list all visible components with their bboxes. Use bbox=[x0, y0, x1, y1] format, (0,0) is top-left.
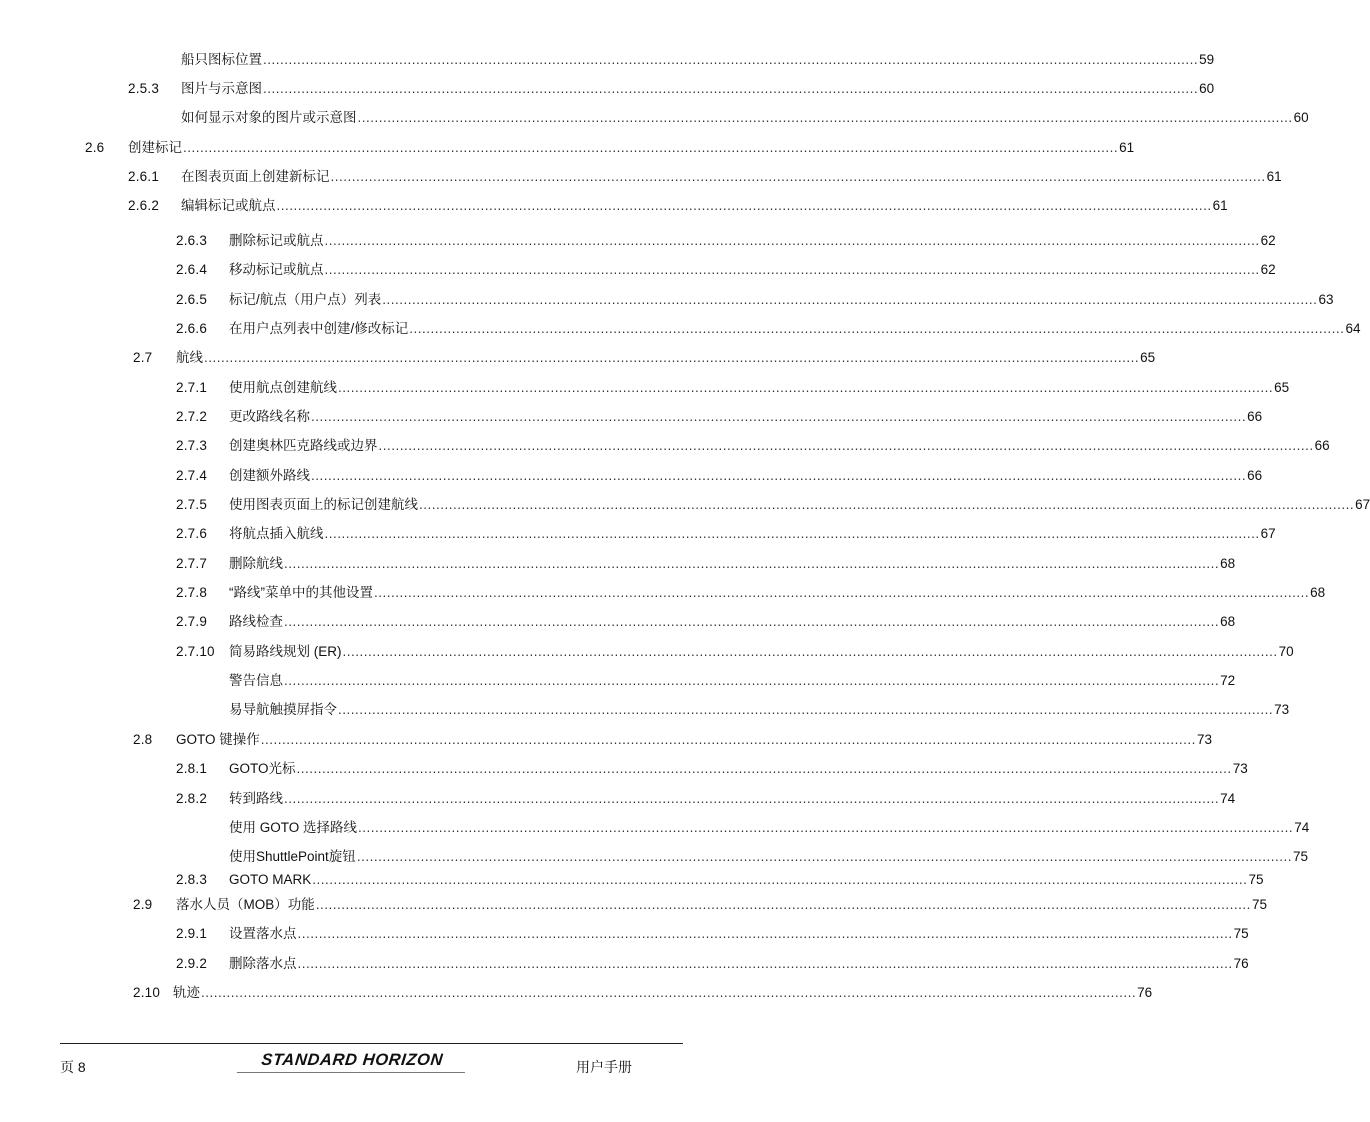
footer-page-number: 页 8 bbox=[60, 1059, 86, 1075]
toc-entry[interactable] bbox=[176, 291, 1334, 309]
toc-entry-page: 73 bbox=[1232, 761, 1248, 776]
dot-leader: ............................................................................................................................................................................................................................ bbox=[356, 849, 1292, 864]
toc-entry-title: 转到路线 bbox=[229, 791, 283, 806]
toc-entry-number: 2.7.2 bbox=[176, 409, 208, 424]
toc-entry-number: 2.6.4 bbox=[176, 262, 208, 277]
brand-logo-underline bbox=[237, 1072, 465, 1073]
toc-entry-title: 轨迹 bbox=[173, 985, 200, 1000]
toc-entry-title: 在图表页面上创建新标记 bbox=[181, 169, 330, 184]
toc-entry-title: “路线”菜单中的其他设置 bbox=[229, 585, 373, 600]
toc-entry[interactable] bbox=[176, 232, 1276, 250]
dot-leader: ............................................................................................................................................................................................................................ bbox=[338, 380, 1274, 395]
toc-entry[interactable] bbox=[176, 379, 1290, 397]
dot-leader: ............................................................................................................................................................................................................................ bbox=[284, 673, 1220, 688]
dot-leader: ............................................................................................................................................................................................................................ bbox=[374, 585, 1310, 600]
toc-entry[interactable] bbox=[176, 760, 1248, 778]
toc-entry-page: 65 bbox=[1140, 350, 1156, 365]
toc-entry-title: 路线检查 bbox=[229, 614, 283, 629]
toc-entry-title: 移动标记或航点 bbox=[229, 262, 324, 277]
toc-entry[interactable] bbox=[133, 896, 1267, 914]
toc-entry-title: 将航点插入航线 bbox=[229, 526, 324, 541]
toc-entry-title: 标记/航点（用户点）列表 bbox=[229, 292, 382, 307]
toc-entry[interactable] bbox=[176, 584, 1326, 602]
toc-entry[interactable] bbox=[128, 168, 1282, 186]
toc-entry-number: 2.8.2 bbox=[176, 791, 208, 806]
toc-entry-page: 73 bbox=[1196, 732, 1212, 747]
toc-entry-page: 63 bbox=[1318, 292, 1334, 307]
toc-entry[interactable] bbox=[176, 701, 1290, 719]
dot-leader: ............................................................................................................................................................................................................................ bbox=[311, 468, 1247, 483]
toc-entry-page: 72 bbox=[1220, 673, 1236, 688]
toc-entry-page: 75 bbox=[1251, 897, 1267, 912]
dot-leader: ............................................................................................................................................................................................................................ bbox=[409, 321, 1345, 336]
toc-entry-number: 2.7.9 bbox=[176, 614, 208, 629]
brand-logo bbox=[231, 1051, 473, 1073]
toc-entry-page: 60 bbox=[1293, 110, 1309, 125]
dot-leader: ............................................................................................................................................................................................................................ bbox=[204, 350, 1140, 365]
toc-entry[interactable] bbox=[133, 349, 1156, 367]
toc-entry-page: 75 bbox=[1292, 849, 1309, 864]
toc-entry-title: 设置落水点 bbox=[229, 926, 297, 941]
dot-leader: ............................................................................................................................................................................................................................ bbox=[276, 198, 1212, 213]
toc-entry-number: 2.8.3 bbox=[176, 872, 208, 887]
dot-leader: ............................................................................................................................................................................................................................ bbox=[284, 614, 1220, 629]
toc-entry-title: GOTO光标 bbox=[229, 761, 296, 776]
dot-leader: ............................................................................................................................................................................................................................ bbox=[358, 820, 1294, 835]
toc-entry[interactable] bbox=[128, 80, 1215, 98]
dot-leader: ............................................................................................................................................................................................................................ bbox=[357, 110, 1293, 125]
toc-entry-number: 2.5.3 bbox=[128, 81, 160, 96]
dot-leader: ............................................................................................................................................................................................................................ bbox=[263, 81, 1199, 96]
toc-entry-title: 创建奥林匹克路线或边界 bbox=[229, 438, 378, 453]
toc-entry-number: 2.6.2 bbox=[128, 198, 160, 213]
dot-leader: ............................................................................................................................................................................................................................ bbox=[338, 702, 1274, 717]
toc-entry-page: 74 bbox=[1294, 820, 1310, 835]
brand-logo-text: STANDARD HORIZON bbox=[260, 1051, 444, 1069]
dot-leader: ............................................................................................................................................................................................................................ bbox=[382, 292, 1318, 307]
dot-leader: ............................................................................................................................................................................................................................ bbox=[378, 438, 1314, 453]
toc-entry[interactable] bbox=[176, 871, 1264, 889]
toc-entry[interactable] bbox=[176, 643, 1294, 661]
toc-entry-number: 2.9 bbox=[133, 897, 153, 912]
toc-entry-page: 61 bbox=[1212, 198, 1228, 213]
toc-entry[interactable] bbox=[176, 672, 1236, 690]
toc-entry-title: 易导航触摸屏指令 bbox=[229, 702, 337, 717]
toc-entry-number: 2.6.3 bbox=[176, 233, 208, 248]
toc-entry-page: 73 bbox=[1274, 702, 1290, 717]
toc-entry-title: 使用 GOTO 选择路线 bbox=[229, 820, 358, 835]
toc-entry[interactable] bbox=[176, 261, 1276, 279]
toc-entry-number: 2.9.1 bbox=[176, 926, 208, 941]
toc-entry-title: 图片与示意图 bbox=[181, 81, 262, 96]
toc-entry-number: 2.9.2 bbox=[176, 956, 208, 971]
toc-entry-page: 76 bbox=[1137, 985, 1153, 1000]
dot-leader: ............................................................................................................................................................................................................................ bbox=[201, 985, 1137, 1000]
toc-entry-page: 60 bbox=[1199, 81, 1215, 96]
toc-entry-page: 68 bbox=[1220, 614, 1236, 629]
toc-entry-title: 在用户点列表中创建/修改标记 bbox=[229, 321, 409, 336]
dot-leader: ............................................................................................................................................................................................................................ bbox=[183, 140, 1119, 155]
toc-entry[interactable] bbox=[176, 819, 1310, 837]
toc-entry-number: 2.7.1 bbox=[176, 380, 208, 395]
toc-entry-page: 76 bbox=[1233, 956, 1249, 971]
toc-entry-number: 2.8 bbox=[133, 732, 153, 747]
toc-entry-number: 2.7.6 bbox=[176, 526, 208, 541]
toc-entry-title: 删除标记或航点 bbox=[229, 233, 324, 248]
toc-entry-title: 使用图表页面上的标记创建航线 bbox=[229, 497, 418, 512]
toc-entry-number: 2.7.8 bbox=[176, 585, 208, 600]
toc-entry-title: 编辑标记或航点 bbox=[181, 198, 276, 213]
toc-entry[interactable] bbox=[176, 555, 1236, 573]
toc-entry-number: 2.10 bbox=[133, 985, 161, 1000]
toc-entry-title: 删除航线 bbox=[229, 556, 283, 571]
toc-entry-page: 66 bbox=[1247, 468, 1263, 483]
toc-entry[interactable] bbox=[128, 197, 1228, 215]
footer-manual-label: 用户手册 bbox=[576, 1059, 632, 1075]
dot-leader: ............................................................................................................................................................................................................................ bbox=[315, 897, 1251, 912]
dot-leader: ............................................................................................................................................................................................................................ bbox=[324, 526, 1260, 541]
toc-entry-number: 2.6 bbox=[85, 140, 105, 155]
toc-entry-page: 68 bbox=[1220, 556, 1236, 571]
toc-entry-title: 创建额外路线 bbox=[229, 468, 310, 483]
toc-entry[interactable] bbox=[176, 613, 1236, 631]
toc-entry[interactable] bbox=[176, 848, 1309, 866]
toc-entry-title: GOTO 键操作 bbox=[176, 732, 260, 747]
toc-entry-title: 使用ShuttlePoint旋钮 bbox=[229, 849, 356, 864]
dot-leader: ............................................................................................................................................................................................................................ bbox=[342, 644, 1278, 659]
dot-leader: ............................................................................................................................................................................................................................ bbox=[260, 732, 1196, 747]
toc-entry[interactable] bbox=[176, 467, 1263, 485]
toc-entry-number: 2.6.5 bbox=[176, 292, 208, 307]
toc-entry-page: 68 bbox=[1310, 585, 1326, 600]
toc-entry[interactable] bbox=[176, 525, 1276, 543]
toc-entry-number: 2.6.1 bbox=[128, 169, 160, 184]
toc-entry-title: GOTO MARK bbox=[229, 872, 312, 887]
dot-leader: ............................................................................................................................................................................................................................ bbox=[284, 791, 1220, 806]
toc-entry-page: 70 bbox=[1278, 644, 1294, 659]
toc-entry[interactable] bbox=[176, 408, 1263, 426]
toc-entry[interactable] bbox=[128, 109, 1309, 127]
toc-entry[interactable] bbox=[133, 984, 1153, 1002]
dot-leader: ............................................................................................................................................................................................................................ bbox=[311, 409, 1247, 424]
toc-entry-number: 2.6.6 bbox=[176, 321, 208, 336]
toc-entry[interactable] bbox=[128, 51, 1215, 69]
toc-entry-title: 删除落水点 bbox=[229, 956, 297, 971]
toc-entry-page: 61 bbox=[1266, 169, 1282, 184]
toc-entry-page: 66 bbox=[1247, 409, 1263, 424]
toc-entry-page: 65 bbox=[1274, 380, 1290, 395]
toc-entry-number: 2.7.10 bbox=[176, 644, 215, 659]
toc-entry-page: 64 bbox=[1345, 321, 1361, 336]
dot-leader: ............................................................................................................................................................................................................................ bbox=[263, 52, 1199, 67]
toc-entry[interactable] bbox=[176, 320, 1361, 338]
toc-entry[interactable] bbox=[176, 790, 1236, 808]
dot-leader: ............................................................................................................................................................................................................................ bbox=[324, 262, 1260, 277]
toc-entry-title: 航线 bbox=[176, 350, 203, 365]
toc-entry-title: 创建标记 bbox=[128, 140, 182, 155]
toc-entry-number: 2.7.7 bbox=[176, 556, 208, 571]
dot-leader: ............................................................................................................................................................................................................................ bbox=[330, 169, 1266, 184]
toc-entry[interactable] bbox=[176, 955, 1249, 973]
footer-divider bbox=[60, 1043, 683, 1044]
dot-leader: ............................................................................................................................................................................................................................ bbox=[284, 556, 1220, 571]
toc-entry-title: 落水人员（MOB）功能 bbox=[176, 897, 315, 912]
toc-entry[interactable] bbox=[85, 139, 1135, 157]
toc-entry-page: 75 bbox=[1248, 872, 1264, 887]
toc-entry-number: 2.8.1 bbox=[176, 761, 208, 776]
toc-entry-number: 2.7.3 bbox=[176, 438, 208, 453]
toc-entry-title: 使用航点创建航线 bbox=[229, 380, 337, 395]
toc-entry-page: 62 bbox=[1260, 262, 1276, 277]
toc-entry-page: 59 bbox=[1199, 52, 1215, 67]
toc-entry-page: 74 bbox=[1220, 791, 1236, 806]
toc-entry-title: 简易路线规划 (ER) bbox=[229, 644, 342, 659]
dot-leader: ............................................................................................................................................................................................................................ bbox=[297, 956, 1233, 971]
dot-leader: ............................................................................................................................................................................................................................ bbox=[419, 497, 1355, 512]
toc-entry[interactable] bbox=[176, 437, 1330, 455]
toc-entry[interactable] bbox=[133, 731, 1212, 749]
toc-entry-title: 更改路线名称 bbox=[229, 409, 310, 424]
dot-leader: ............................................................................................................................................................................................................................ bbox=[312, 872, 1248, 887]
dot-leader: ............................................................................................................................................................................................................................ bbox=[297, 926, 1233, 941]
toc-entry-page: 61 bbox=[1119, 140, 1135, 155]
toc-entry-title: 警告信息 bbox=[229, 673, 283, 688]
toc-entry-number: 2.7 bbox=[133, 350, 153, 365]
toc-entry-title: 如何显示对象的图片或示意图 bbox=[181, 110, 357, 125]
toc-entry-page: 67 bbox=[1355, 497, 1370, 512]
toc-entry-number: 2.7.5 bbox=[176, 497, 208, 512]
toc-entry-page: 62 bbox=[1260, 233, 1276, 248]
toc-entry-number: 2.7.4 bbox=[176, 468, 208, 483]
dot-leader: ............................................................................................................................................................................................................................ bbox=[296, 761, 1232, 776]
dot-leader: ............................................................................................................................................................................................................................ bbox=[324, 233, 1260, 248]
toc-entry-page: 67 bbox=[1260, 526, 1276, 541]
toc-entry[interactable] bbox=[176, 925, 1249, 943]
toc-entry-page: 66 bbox=[1314, 438, 1330, 453]
toc-entry-page: 75 bbox=[1233, 926, 1249, 941]
toc-entry[interactable] bbox=[176, 496, 1370, 514]
toc-entry-title: 船只图标位置 bbox=[181, 52, 262, 67]
